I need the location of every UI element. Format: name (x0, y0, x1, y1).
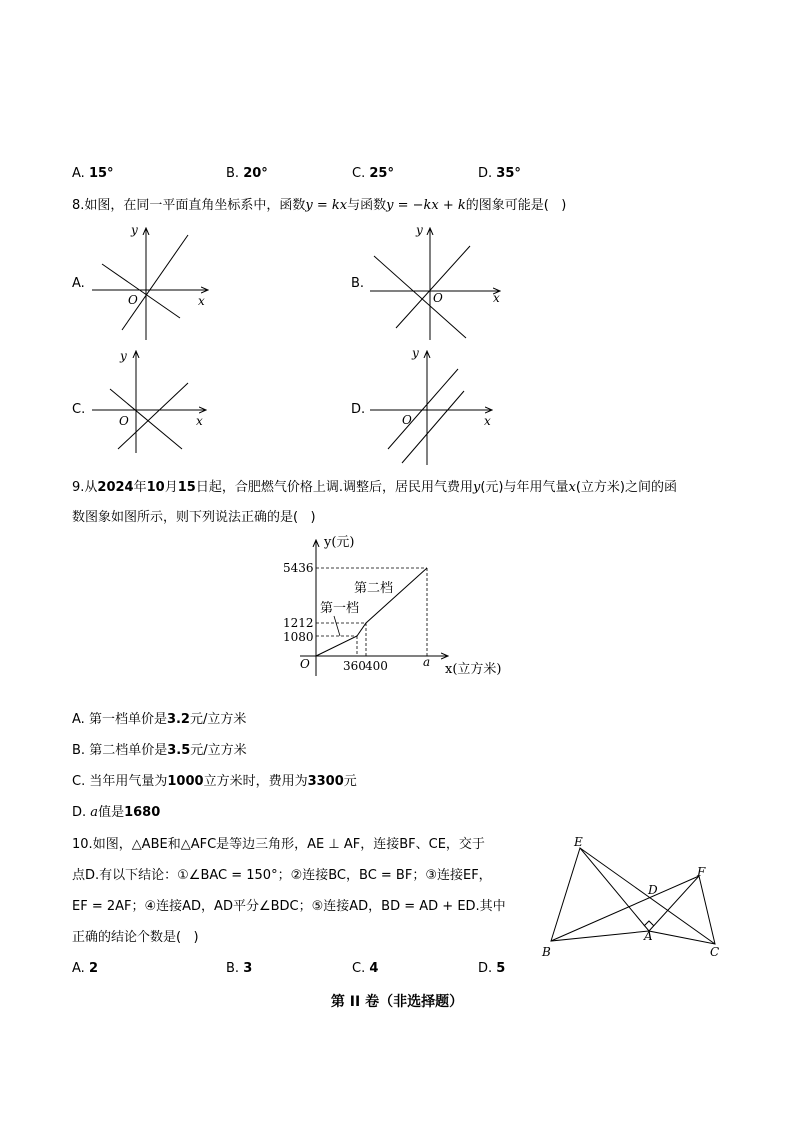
q8-graph-a (88, 220, 218, 345)
q8-graph-a-y: y (131, 223, 138, 237)
segment-bf (551, 876, 699, 941)
q9-ytick-1212: 1212 (283, 616, 314, 630)
q8-graph-d-letter: D. (351, 402, 366, 417)
q9-tier1-label: 第一档 (320, 601, 360, 616)
q7-option-a: A. 15° (72, 166, 114, 181)
q8-graph-b (366, 220, 506, 345)
q10-figure (538, 832, 728, 964)
q8-graph-a-letter: A. (72, 276, 85, 291)
q8-graph-d-y: y (412, 346, 419, 360)
q8-graph-b-x: x (493, 291, 500, 305)
q9-ytick-1080: 1080 (283, 630, 314, 644)
q8-graph-d (366, 345, 501, 470)
label-f: F (697, 865, 706, 879)
q9-origin: O (300, 657, 310, 671)
q7-option-c: C. 25° (352, 166, 394, 181)
q8-graph-b-letter: B. (351, 276, 365, 291)
q10-option-d: D. 5 (478, 961, 506, 976)
label-d: D (648, 883, 658, 897)
right-angle-mark (644, 921, 654, 926)
label-a: A (644, 929, 653, 943)
q9-y-axis-label: y(元) (324, 535, 355, 550)
q9-option-a: A. 第一档单价是3.2元/立方米 (72, 712, 247, 727)
q8-graph-c-y: y (120, 349, 127, 363)
q9-xtick-360: 360 (343, 659, 366, 673)
q8-graph-c-letter: C. (72, 402, 86, 417)
q8-graph-b-y: y (416, 223, 423, 237)
q9-stem-line1: 9.从2024年10月15日起，合肥燃气价格上调.调整后，居民用气费用y(元)与年用气量x(立方米)之间的函 (72, 480, 677, 495)
q7-option-b: B. 20° (226, 166, 268, 181)
label-b: B (542, 945, 551, 959)
q9-ytick-5436: 5436 (283, 561, 314, 575)
q8-graph-a-o: O (128, 293, 138, 307)
q8-graph-b-o: O (433, 291, 443, 305)
q9-chart (280, 530, 520, 680)
q9-option-d: D. a值是1680 (72, 805, 161, 820)
q8-graph-d-o: O (402, 413, 412, 427)
label-e: E (574, 835, 583, 849)
q8-stem: 8.如图，在同一平面直角坐标系中，函数y = kx与函数y = −kx + k的图象可能是( ) (72, 198, 567, 213)
q8-graph-c (88, 345, 213, 455)
q8-graph-c-o: O (119, 414, 129, 428)
label-c: C (710, 945, 720, 959)
q10-option-b: B. 3 (226, 961, 253, 976)
section-title: 第 II 卷（非选择题） (330, 994, 464, 1010)
q10-stem-line2: 点D.有以下结论：①∠BAC = 150°；②连接BC，BC = BF；③连接EF， (72, 868, 492, 883)
q10-option-c: C. 4 (352, 961, 379, 976)
q10-stem-line1: 10.如图，△ABE和△AFC是等边三角形，AE ⊥ AF，连接BF、CE，交于 (72, 837, 485, 852)
q9-xtick-a: a (423, 655, 431, 669)
q8-graph-c-x: x (196, 414, 203, 428)
q7-option-d: D. 35° (478, 166, 521, 181)
q8-graph-a-x: x (198, 294, 205, 308)
q9-option-c: C. 当年用气量为1000立方米时，费用为3300元 (72, 774, 357, 789)
q10-option-a: A. 2 (72, 961, 98, 976)
q9-option-b: B. 第二档单价是3.5元/立方米 (72, 743, 247, 758)
q10-stem-line4: 正确的结论个数是( ) (72, 930, 199, 945)
q10-stem-line3: EF = 2AF；④连接AD，AD平分∠BDC；⑤连接AD，BD = AD + ED.其中 (72, 899, 506, 914)
triangle-afc (649, 876, 715, 944)
q9-x-axis-label: x(立方米) (445, 662, 502, 677)
q9-stem-line2: 数图象如图所示，则下列说法正确的是( ) (72, 510, 316, 525)
q8-graph-d-x: x (484, 414, 491, 428)
q9-tier2-label: 第二档 (354, 581, 394, 596)
q9-xtick-400: 400 (365, 659, 388, 673)
